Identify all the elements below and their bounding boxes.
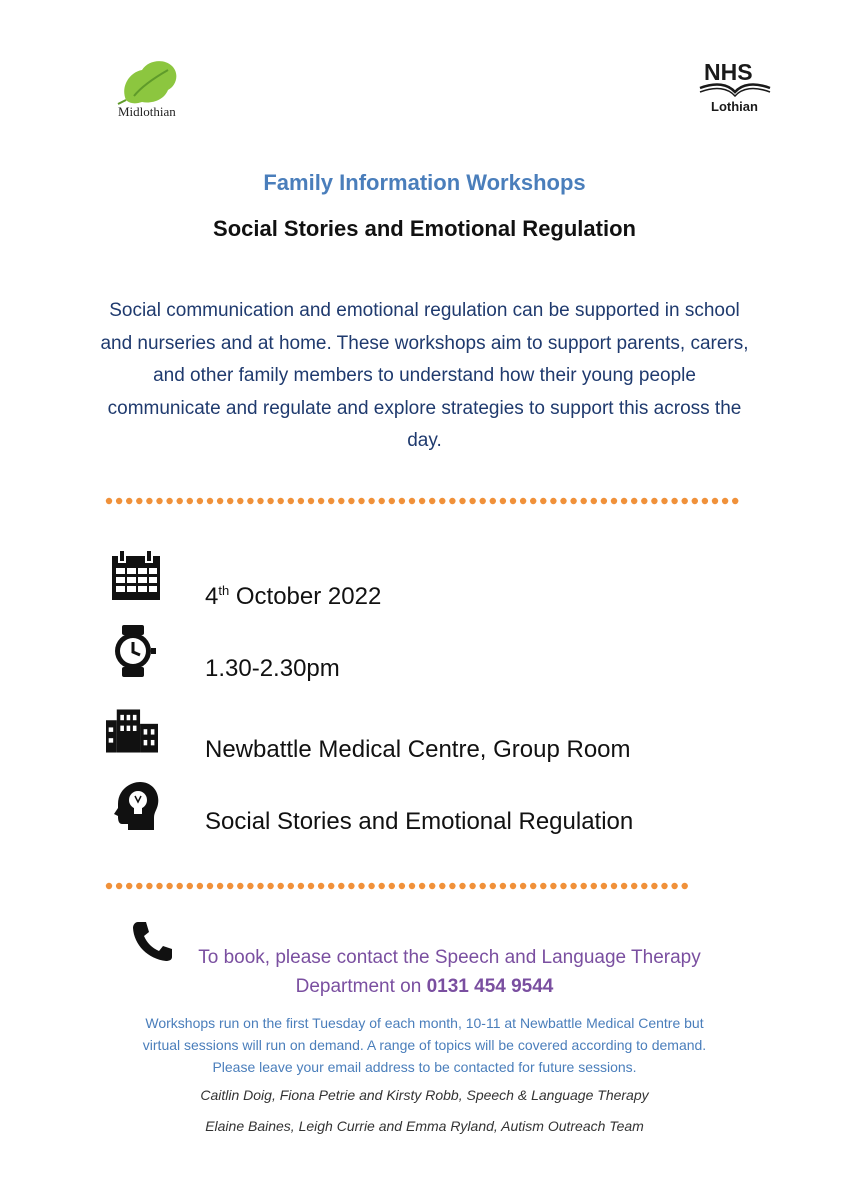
divider-dot <box>288 498 294 504</box>
divider-dot <box>490 498 496 504</box>
page-title: Family Information Workshops <box>263 170 586 195</box>
divider-dot <box>116 883 122 889</box>
divider-dot <box>560 498 566 504</box>
divider-dot <box>692 498 698 504</box>
divider-dot <box>328 498 334 504</box>
divider-dot <box>520 498 526 504</box>
divider-dot <box>540 498 546 504</box>
divider-dot <box>459 498 465 504</box>
divider-dot <box>207 883 213 889</box>
divider-dot <box>278 883 284 889</box>
calendar-icon <box>110 550 162 602</box>
divider-dot <box>570 498 576 504</box>
divider-dot <box>469 883 475 889</box>
divider-dot <box>449 883 455 889</box>
divider-dot <box>449 498 455 504</box>
midlothian-logo-label: Midlothian <box>118 104 176 119</box>
notes-line-2: virtual sessions will run on demand. A range of topics will be covered according to demand. <box>142 1037 707 1053</box>
divider-dot <box>560 883 566 889</box>
divider-dot <box>530 498 536 504</box>
divider-dot <box>217 883 223 889</box>
divider-dot <box>318 498 324 504</box>
divider-dot <box>621 883 627 889</box>
divider-dot <box>328 883 334 889</box>
divider-dot <box>661 498 667 504</box>
divider-dot <box>591 883 597 889</box>
divider-dot <box>197 498 203 504</box>
intro-paragraph: Social communication and emotional regulation can be supported in school and nurseries and at home. These workshops aim to support parents, carers, and other family members to understand how their young people communicate and regulate and explore strategies to support this across the day. <box>100 300 749 451</box>
credits-line-1: Caitlin Doig, Fiona Petrie and Kirsty Robb, Speech & Language Therapy <box>200 1087 649 1103</box>
divider-dot <box>570 883 576 889</box>
divider-dot <box>682 883 688 889</box>
divider-dot <box>156 883 162 889</box>
divider-dot <box>318 883 324 889</box>
divider-dot <box>722 498 728 504</box>
divider-dot <box>641 498 647 504</box>
divider-dot <box>419 883 425 889</box>
divider-dot <box>419 498 425 504</box>
divider-dot <box>227 883 233 889</box>
divider-dot <box>358 883 364 889</box>
notes-line-3: Please leave your email address to be contacted for future sessions. <box>212 1059 637 1075</box>
divider-dot <box>651 498 657 504</box>
divider-dot <box>429 883 435 889</box>
divider-dot <box>308 883 314 889</box>
divider-dot <box>469 498 475 504</box>
divider-dot <box>480 498 486 504</box>
nhs-logo-text: NHS <box>704 59 753 85</box>
divider-dot <box>641 883 647 889</box>
divider-dot <box>661 883 667 889</box>
divider-dot <box>379 498 385 504</box>
divider-dot <box>257 498 263 504</box>
divider-dot <box>399 883 405 889</box>
divider-dot <box>611 883 617 889</box>
divider-dot <box>136 498 142 504</box>
divider-dot <box>348 498 354 504</box>
divider-dot <box>530 883 536 889</box>
date-text: 4th October 2022 <box>205 583 382 610</box>
divider-dot <box>389 498 395 504</box>
divider-dot <box>166 883 172 889</box>
divider-dot <box>146 498 152 504</box>
divider-dot <box>308 498 314 504</box>
divider-dot <box>267 498 273 504</box>
divider-dot <box>358 498 364 504</box>
divider-dot <box>197 883 203 889</box>
divider-dot <box>298 883 304 889</box>
divider-dot <box>520 883 526 889</box>
divider-dot <box>591 498 597 504</box>
divider-dot <box>409 883 415 889</box>
divider-dot <box>187 883 193 889</box>
divider-top <box>105 495 745 507</box>
divider-dot <box>379 883 385 889</box>
divider-dot <box>177 498 183 504</box>
divider-dot <box>187 498 193 504</box>
divider-dot <box>227 498 233 504</box>
divider-dot <box>621 498 627 504</box>
page-subtitle: Social Stories and Emotional Regulation <box>213 216 636 241</box>
divider-dot <box>237 498 243 504</box>
booking-phone-number: 0131 454 9544 <box>426 976 554 997</box>
divider-dot <box>439 883 445 889</box>
divider-dot <box>550 883 556 889</box>
divider-dot <box>702 498 708 504</box>
divider-dot <box>651 883 657 889</box>
divider-dot <box>550 498 556 504</box>
divider-dot <box>257 883 263 889</box>
divider-dot <box>712 498 718 504</box>
divider-dot <box>247 883 253 889</box>
divider-dot <box>166 498 172 504</box>
booking-line-1: To book, please contact the Speech and Language Therapy <box>198 947 701 968</box>
divider-dot <box>480 883 486 889</box>
divider-dot <box>288 883 294 889</box>
divider-dot <box>500 498 506 504</box>
divider-dot <box>368 498 374 504</box>
divider-dot <box>116 498 122 504</box>
divider-dot <box>510 498 516 504</box>
nhs-logo-subtext: Lothian <box>711 99 758 114</box>
divider-dot <box>581 883 587 889</box>
divider-dot <box>540 883 546 889</box>
divider-dot <box>601 498 607 504</box>
divider-dot <box>217 498 223 504</box>
divider-dot <box>368 883 374 889</box>
booking-line-2: Department on 0131 454 9544 <box>295 976 554 997</box>
divider-dot <box>247 498 253 504</box>
divider-dot <box>611 498 617 504</box>
divider-dot <box>237 883 243 889</box>
divider-dot <box>106 883 112 889</box>
divider-dot <box>338 498 344 504</box>
watch-icon <box>108 625 160 677</box>
divider-dot <box>126 498 132 504</box>
divider-dot <box>106 498 112 504</box>
divider-dot <box>510 883 516 889</box>
divider-dot <box>278 498 284 504</box>
divider-dot <box>581 498 587 504</box>
notes-line-1: Workshops run on the first Tuesday of each month, 10-11 at Newbattle Medical Centre but <box>145 1015 704 1031</box>
divider-bottom <box>105 880 705 892</box>
divider-dot <box>490 883 496 889</box>
divider-dot <box>682 498 688 504</box>
divider-dot <box>156 498 162 504</box>
divider-dot <box>348 883 354 889</box>
divider-dot <box>207 498 213 504</box>
divider-dot <box>267 883 273 889</box>
divider-dot <box>298 498 304 504</box>
divider-dot <box>732 498 738 504</box>
divider-dot <box>389 883 395 889</box>
location-text: Newbattle Medical Centre, Group Room <box>205 736 631 763</box>
divider-dot <box>429 498 435 504</box>
divider-dot <box>671 498 677 504</box>
divider-dot <box>671 883 677 889</box>
divider-dot <box>409 498 415 504</box>
divider-dot <box>631 498 637 504</box>
divider-dot <box>126 883 132 889</box>
divider-dot <box>177 883 183 889</box>
credits-line-2: Elaine Baines, Leigh Currie and Emma Ryland, Autism Outreach Team <box>205 1118 644 1134</box>
divider-dot <box>136 883 142 889</box>
building-icon <box>106 705 158 757</box>
divider-dot <box>601 883 607 889</box>
divider-dot <box>146 883 152 889</box>
time-text: 1.30-2.30pm <box>205 655 340 682</box>
divider-dot <box>459 883 465 889</box>
divider-dot <box>500 883 506 889</box>
divider-dot <box>631 883 637 889</box>
divider-dot <box>439 498 445 504</box>
divider-dot <box>338 883 344 889</box>
divider-dot <box>399 498 405 504</box>
head-lightbulb-icon <box>110 780 162 832</box>
topic-text: Social Stories and Emotional Regulation <box>205 808 634 835</box>
